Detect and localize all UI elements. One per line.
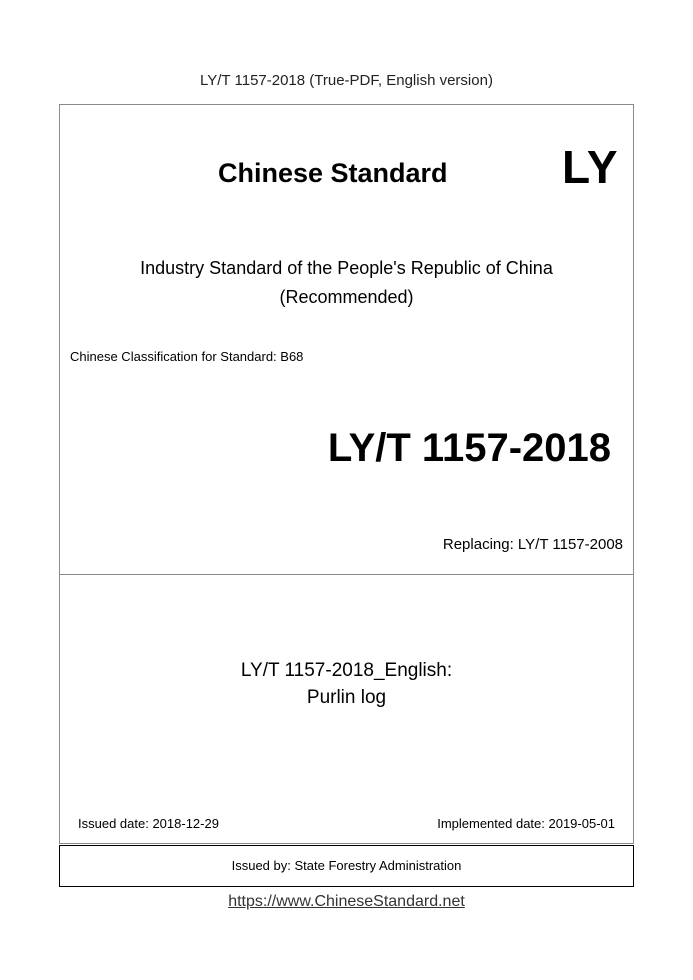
subtitle-line-1: Industry Standard of the People's Republic of China — [140, 258, 553, 278]
issued-by-box — [59, 845, 634, 887]
classification-label: Chinese Classification for Standard: B68 — [70, 349, 304, 364]
issued-date: Issued date: 2018-12-29 — [78, 816, 219, 831]
doc-title-line-2: Purlin log — [306, 687, 387, 708]
code-prefix: LY — [562, 141, 619, 193]
issued-by-label: Issued by: State Forestry Administration — [231, 858, 462, 873]
standard-number: LY/T 1157-2018 — [327, 426, 611, 470]
implemented-date: Implemented date: 2019-05-01 — [437, 816, 615, 831]
cover-divider — [59, 574, 634, 575]
subtitle-line-2: (Recommended) — [279, 287, 414, 307]
replacing-label: Replacing: LY/T 1157-2008 — [442, 536, 623, 553]
header-note: LY/T 1157-2018 (True-PDF, English version) — [200, 72, 493, 89]
doc-title-line-1: LY/T 1157-2018_English: — [240, 660, 453, 681]
cover-frame — [59, 104, 634, 844]
website-link[interactable]: https://www.ChineseStandard.net — [228, 893, 465, 910]
cover-title: Chinese Standard — [218, 158, 448, 188]
